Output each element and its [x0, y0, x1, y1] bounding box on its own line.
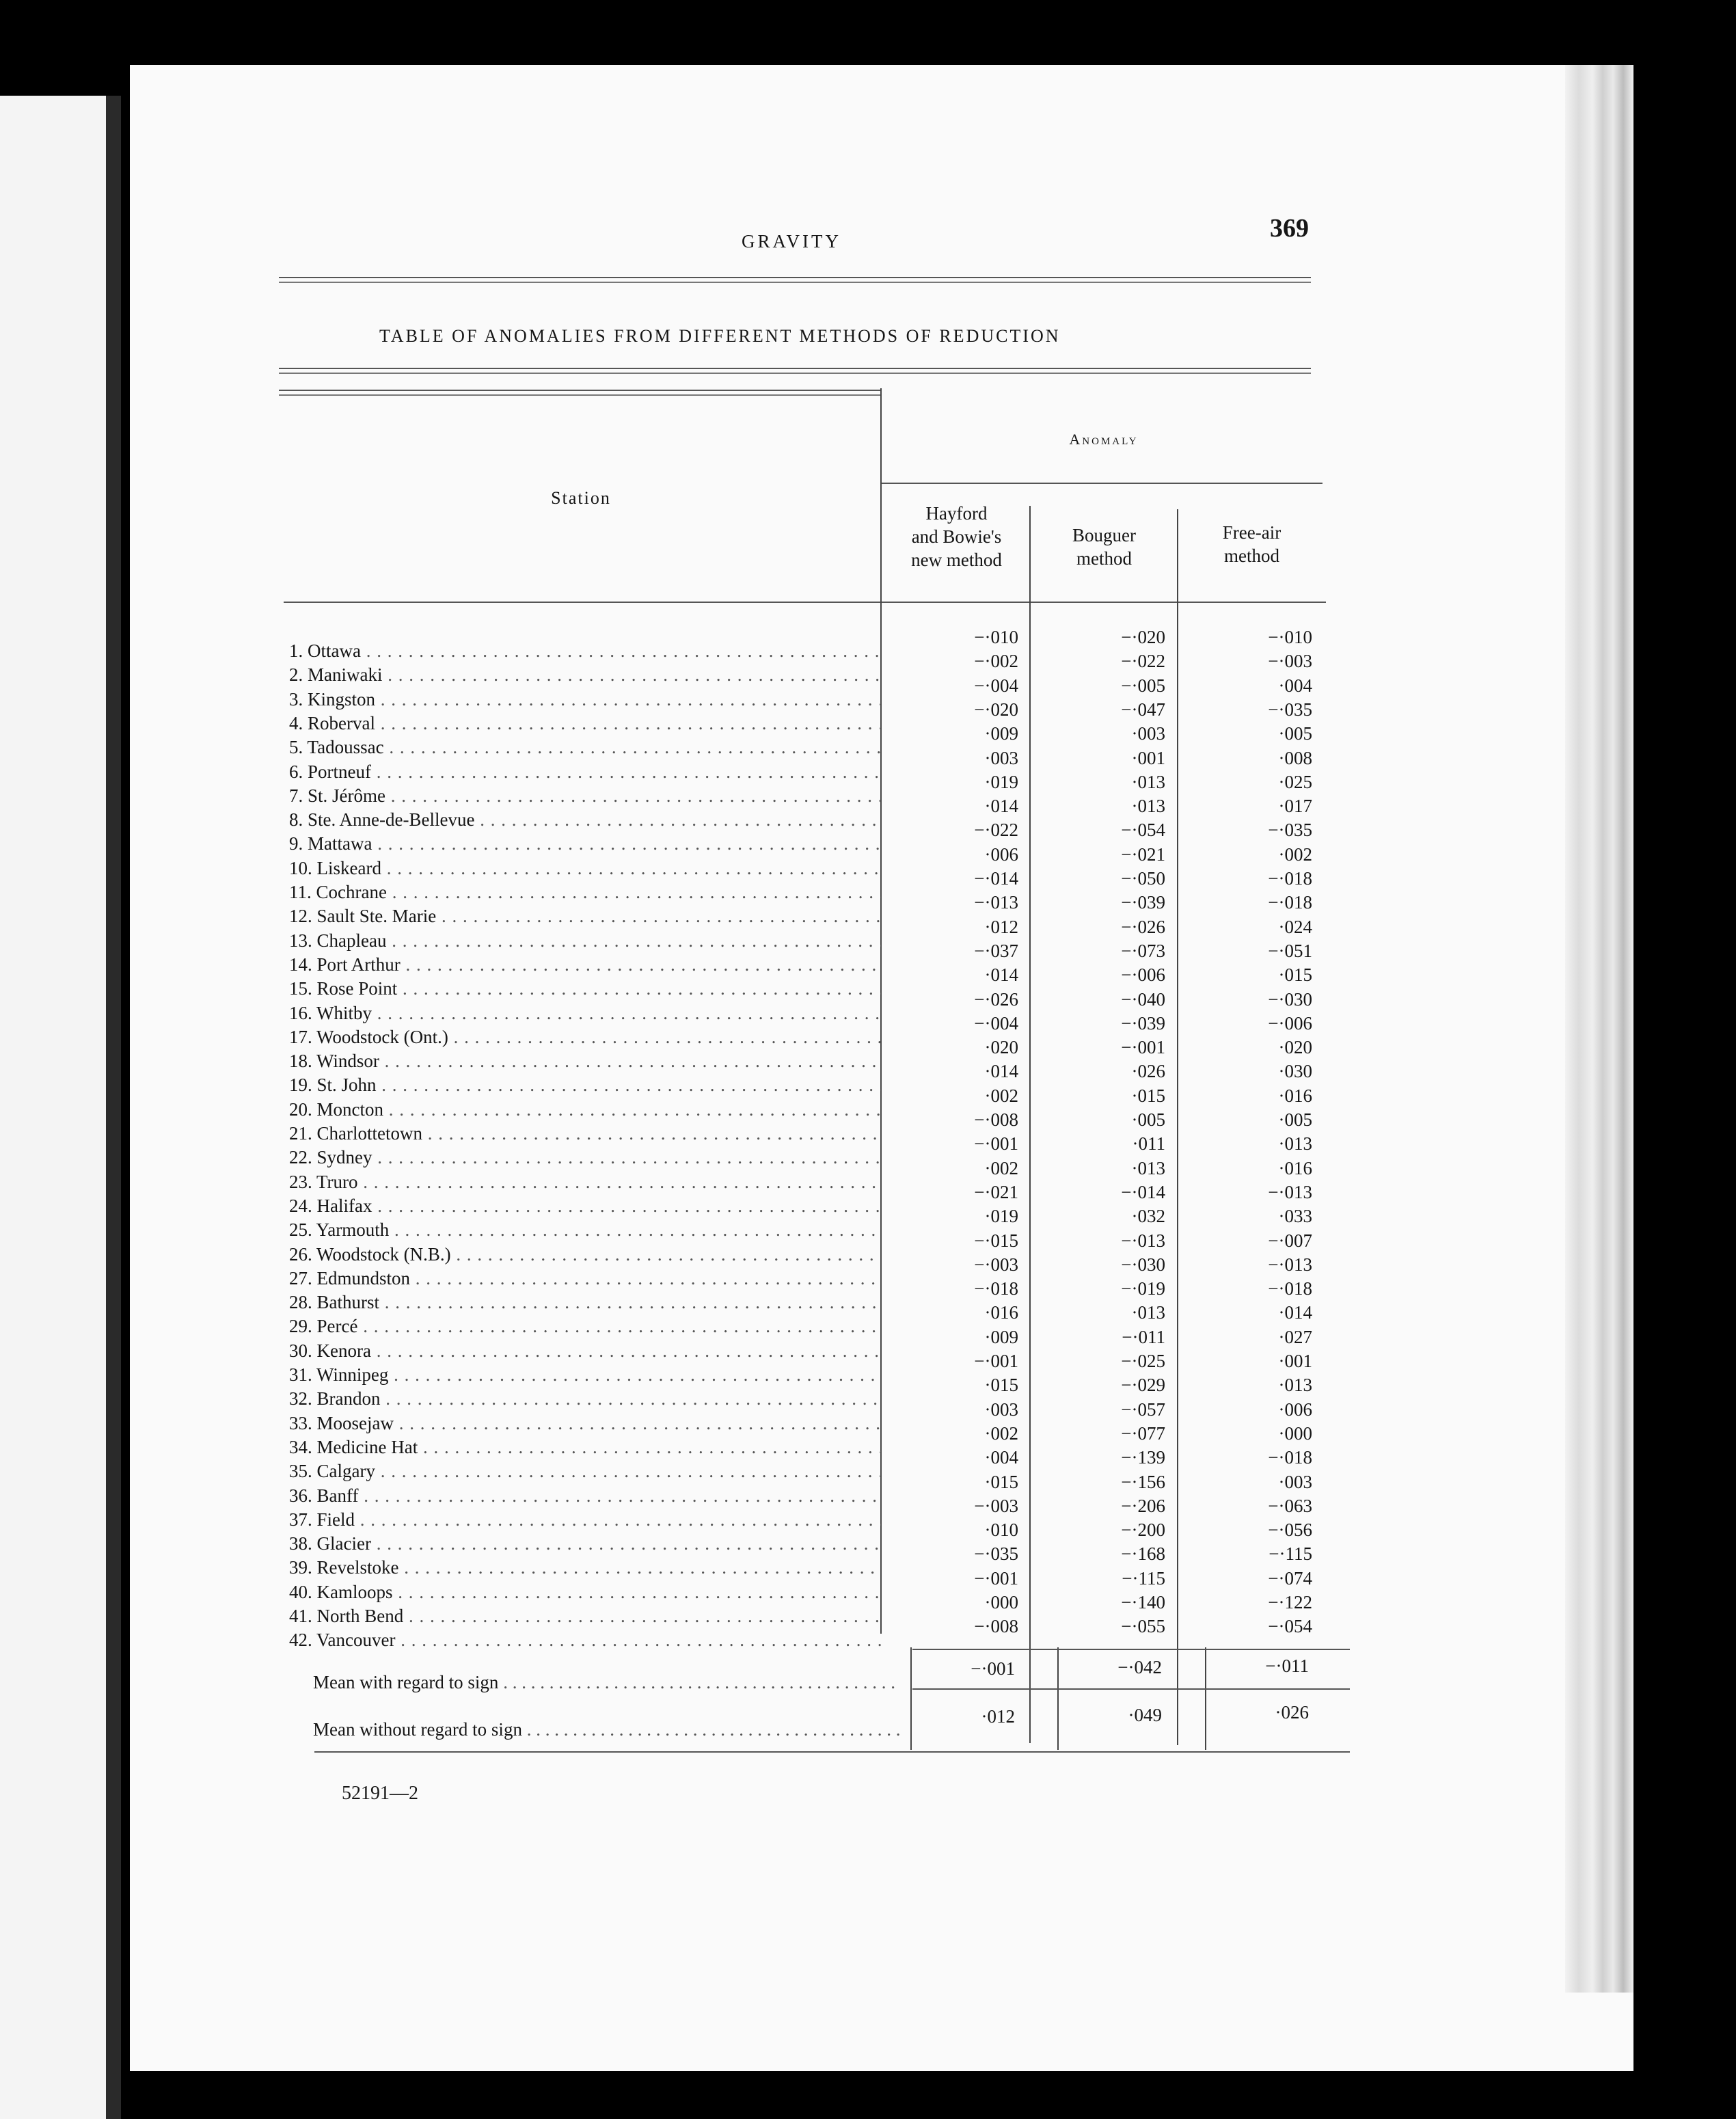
station-name: 10. Liskeard . . . [289, 856, 881, 880]
bouguer-value: −·054 [1121, 820, 1165, 841]
mean-with-sign-free-air: −·011 [1265, 1656, 1309, 1676]
free-air-value: −·122 [1268, 1592, 1312, 1612]
station-name: 15. Rose Point . . . [289, 977, 881, 1001]
station-name: 18. Windsor . . . [289, 1049, 881, 1073]
hayford-value: ·014 [984, 796, 1018, 817]
hayford-value: ·012 [984, 916, 1018, 937]
running-head: GRAVITY [742, 231, 842, 252]
free-air-value: −·003 [1268, 651, 1312, 672]
bouguer-value: −·050 [1121, 868, 1165, 889]
free-air-value: −·056 [1268, 1520, 1312, 1541]
free-air-value: −·054 [1268, 1616, 1312, 1637]
hayford-value: ·010 [984, 1520, 1018, 1541]
free-air-value: ·003 [1278, 1471, 1312, 1492]
station-name: 42. Vancouver . . . [289, 1628, 881, 1652]
hayford-value: ·004 [984, 1447, 1018, 1468]
station-name: 38. Glacier . . . [289, 1532, 881, 1556]
hayford-value: ·009 [984, 723, 1018, 744]
title-rule-lower [279, 390, 880, 396]
hayford-value: −·037 [974, 940, 1018, 961]
free-air-value: ·015 [1278, 964, 1312, 986]
station-name: 1. Ottawa . . . [289, 639, 881, 663]
bouguer-value: −·077 [1121, 1422, 1165, 1444]
table-row [0, 868, 1736, 904]
bouguer-value: ·013 [1131, 1157, 1165, 1178]
hayford-value: ·015 [984, 1471, 1018, 1492]
bouguer-value: −·115 [1122, 1567, 1165, 1589]
station-name: 29. Percé . . . [289, 1314, 881, 1338]
free-air-value: −·115 [1269, 1543, 1312, 1565]
station-name: 14. Port Arthur . . . [289, 953, 881, 977]
free-air-value: ·016 [1278, 1157, 1312, 1178]
station-name: 20. Moncton . . . [289, 1098, 881, 1122]
table-row [0, 796, 1736, 832]
table-row [0, 1351, 1736, 1387]
free-air-value: −·006 [1268, 1012, 1312, 1034]
station-name: 9. Mattawa . . . [289, 832, 881, 856]
table-row [0, 1447, 1736, 1483]
station-name: 25. Yarmouth . . . [289, 1218, 881, 1242]
free-air-value: ·030 [1278, 1061, 1312, 1082]
station-name: 22. Sydney . . . [289, 1146, 881, 1170]
bouguer-value: −·055 [1121, 1616, 1165, 1637]
free-air-value: −·063 [1268, 1495, 1312, 1516]
hayford-value: −·001 [974, 1351, 1018, 1371]
table-row [0, 1278, 1736, 1314]
station-name: 30. Kenora . . . [289, 1339, 881, 1363]
station-name: 34. Medicine Hat . . . [289, 1435, 881, 1459]
hayford-value: ·014 [984, 964, 1018, 986]
free-air-value: −·018 [1268, 892, 1312, 913]
free-air-value: −·030 [1268, 988, 1312, 1010]
bouguer-value: −·206 [1121, 1495, 1165, 1516]
mean-without-sign-label: Mean without regard to sign . . . [313, 1719, 901, 1740]
header-bottom-rule [284, 602, 1326, 603]
bouguer-header-line: Bouguer [1072, 525, 1136, 545]
bouguer-value: −·019 [1121, 1278, 1165, 1299]
hayford-value: ·019 [984, 1206, 1018, 1227]
hayford-header-line: new method [911, 550, 1002, 570]
hayford-value: ·002 [984, 1085, 1018, 1106]
table-row [0, 1399, 1736, 1435]
hayford-value: −·010 [974, 627, 1018, 647]
station-name: 3. Kingston . . . [289, 688, 881, 712]
station-name: 21. Charlottetown . . . [289, 1122, 881, 1146]
station-name: 5. Tadoussac . . . [289, 735, 881, 759]
mean-without-sign-free-air: ·026 [1275, 1702, 1309, 1723]
free-air-value: −·051 [1268, 940, 1312, 961]
free-air-value: −·013 [1268, 1254, 1312, 1275]
table-row [0, 1592, 1736, 1628]
station-name: 17. Woodstock (Ont.) . . . [289, 1025, 881, 1049]
station-name: 31. Winnipeg . . . [289, 1363, 881, 1387]
free-air-value: −·035 [1268, 699, 1312, 720]
free-air-value: ·017 [1278, 796, 1312, 817]
free-air-value: −·010 [1268, 627, 1312, 647]
hayford-value: −·002 [974, 651, 1018, 672]
bouguer-value: −·014 [1121, 1181, 1165, 1202]
mean-with-sign-label: Mean with regard to sign . . . [313, 1672, 901, 1693]
free-air-value: −·074 [1268, 1567, 1312, 1589]
free-air-value: −·035 [1268, 820, 1312, 841]
station-name: 37. Field . . . [289, 1508, 881, 1532]
bouguer-value: ·015 [1131, 1085, 1165, 1106]
free-air-value: −·018 [1268, 1447, 1312, 1468]
free-air-value: ·005 [1278, 1109, 1312, 1130]
bouguer-value: −·013 [1121, 1230, 1165, 1251]
bouguer-value: −·026 [1121, 916, 1165, 937]
bouguer-value: −·021 [1121, 843, 1165, 865]
bouguer-value: −·040 [1121, 988, 1165, 1010]
station-name: 26. Woodstock (N.B.) . . . [289, 1243, 881, 1267]
free-air-value: ·025 [1278, 771, 1312, 792]
free-air-value: ·013 [1278, 1133, 1312, 1155]
bouguer-value: ·001 [1131, 747, 1165, 768]
hayford-value: −·021 [974, 1181, 1018, 1202]
bouguer-value: −·039 [1121, 1012, 1165, 1034]
hayford-value: −·035 [974, 1543, 1018, 1565]
mean-with-sign-bouguer: −·042 [1117, 1657, 1162, 1677]
hayford-value: −·020 [974, 699, 1018, 720]
table-title: TABLE OF ANOMALIES FROM DIFFERENT METHODS OF REDUCTION [379, 326, 1061, 346]
hayford-value: −·001 [974, 1133, 1018, 1155]
bouguer-header [1031, 524, 1178, 570]
bouguer-value: −·057 [1121, 1399, 1165, 1420]
station-name: 19. St. John . . . [289, 1073, 881, 1097]
station-name: 39. Revelstoke . . . [289, 1556, 881, 1580]
hayford-value: −·003 [974, 1495, 1018, 1516]
hayford-value: ·016 [984, 1302, 1018, 1323]
station-name: 8. Ste. Anne-de-Bellevue . . . [289, 808, 881, 832]
free-air-value: ·016 [1278, 1085, 1312, 1106]
bouguer-value: −·025 [1121, 1351, 1165, 1371]
hayford-header [883, 502, 1030, 571]
hayford-value: ·019 [984, 771, 1018, 792]
free-air-header [1178, 521, 1325, 567]
anomaly-rule [882, 483, 1323, 484]
mean-without-sign-hayford: ·012 [981, 1706, 1015, 1727]
station-name: 16. Whitby . . . [289, 1001, 881, 1025]
hayford-value: ·000 [984, 1592, 1018, 1612]
station-name: 6. Portneuf . . . [289, 760, 881, 784]
bouguer-value: ·011 [1132, 1133, 1165, 1155]
mean-without-sign-bouguer: ·049 [1128, 1705, 1162, 1725]
station-name: 35. Calgary . . . [289, 1459, 881, 1483]
free-air-value: −·007 [1268, 1230, 1312, 1251]
bouguer-value: −·029 [1121, 1375, 1165, 1396]
hayford-header-line: and Bowie's [911, 526, 1002, 547]
free-air-value: ·013 [1278, 1375, 1312, 1396]
station-name: 11. Cochrane . . . [289, 880, 881, 904]
bouguer-value: −·030 [1121, 1254, 1165, 1275]
free-air-value: ·000 [1278, 1422, 1312, 1444]
bouguer-value: −·039 [1121, 892, 1165, 913]
free-air-value: ·033 [1278, 1206, 1312, 1227]
table-row [0, 627, 1736, 663]
table-row [0, 651, 1736, 687]
station-name: 12. Sault Ste. Marie . . . [289, 904, 881, 928]
hayford-value: −·014 [974, 868, 1018, 889]
hayford-value: ·003 [984, 1399, 1018, 1420]
free-air-value: ·024 [1278, 916, 1312, 937]
bouguer-value: −·005 [1121, 675, 1165, 696]
free-air-value: ·006 [1278, 1399, 1312, 1420]
hayford-value: −·015 [974, 1230, 1018, 1251]
station-header: Station [551, 488, 611, 508]
hayford-value: −·003 [974, 1254, 1018, 1275]
bouguer-value: −·006 [1121, 964, 1165, 986]
free-air-value: ·008 [1278, 747, 1312, 768]
hayford-value: ·003 [984, 747, 1018, 768]
table-row [0, 723, 1736, 759]
signature-code: 52191—2 [342, 1783, 418, 1804]
hayford-value: ·006 [984, 843, 1018, 865]
hayford-value: ·020 [984, 1037, 1018, 1058]
table-row [0, 1037, 1736, 1073]
mean-with-sign-hayford: −·001 [971, 1658, 1015, 1679]
bouguer-value: −·139 [1121, 1447, 1165, 1468]
station-name: 23. Truro . . . [289, 1170, 881, 1194]
page-number: 369 [1270, 214, 1309, 243]
hayford-value: ·009 [984, 1326, 1018, 1347]
table-row [0, 1375, 1736, 1411]
hayford-value: −·001 [974, 1567, 1018, 1589]
hayford-header-line: Hayford [925, 503, 988, 524]
bouguer-value: −·020 [1121, 627, 1165, 647]
station-name: 7. St. Jérôme . . . [289, 784, 881, 808]
station-name: 24. Halifax . . . [289, 1194, 881, 1218]
free-air-value: −·018 [1268, 1278, 1312, 1299]
bouguer-value: −·168 [1121, 1543, 1165, 1565]
mean-rule-middle [912, 1688, 1350, 1690]
hayford-value: ·002 [984, 1422, 1018, 1444]
bouguer-value: −·047 [1121, 699, 1165, 720]
bouguer-header-line: method [1076, 548, 1132, 569]
free-air-value: ·014 [1278, 1302, 1312, 1323]
free-air-value: −·013 [1268, 1181, 1312, 1202]
bouguer-value: −·011 [1122, 1326, 1165, 1347]
free-air-value: ·001 [1278, 1351, 1312, 1371]
bouguer-value: −·073 [1121, 940, 1165, 961]
station-name: 36. Banff . . . [289, 1484, 881, 1508]
hayford-value: ·014 [984, 1061, 1018, 1082]
bouguer-value: ·013 [1131, 1302, 1165, 1323]
bouguer-value: −·156 [1121, 1471, 1165, 1492]
bouguer-value: ·013 [1131, 771, 1165, 792]
station-name: 2. Maniwaki . . . [289, 663, 881, 687]
bouguer-value: ·003 [1131, 723, 1165, 744]
hayford-value: −·008 [974, 1109, 1018, 1130]
table-bottom-rule [314, 1751, 1350, 1753]
hayford-value: ·015 [984, 1375, 1018, 1396]
free-air-value: ·020 [1278, 1037, 1312, 1058]
free-air-value: −·018 [1268, 868, 1312, 889]
hayford-value: ·002 [984, 1157, 1018, 1178]
hayford-value: −·018 [974, 1278, 1018, 1299]
anomaly-header: Anomaly [1069, 431, 1139, 448]
free-air-header-line: method [1224, 545, 1279, 566]
free-air-value: ·002 [1278, 843, 1312, 865]
bouguer-value: −·140 [1121, 1592, 1165, 1612]
table-row [0, 1520, 1736, 1556]
hayford-value: −·004 [974, 675, 1018, 696]
top-rule [279, 277, 1311, 283]
bouguer-value: −·001 [1121, 1037, 1165, 1058]
station-name: 28. Bathurst . . . [289, 1291, 881, 1314]
station-name: 13. Chapleau . . . [289, 929, 881, 953]
table-row [0, 1206, 1736, 1242]
station-name: 40. Kamloops . . . [289, 1580, 881, 1604]
bouguer-value: ·005 [1131, 1109, 1165, 1130]
bouguer-value: −·200 [1121, 1520, 1165, 1541]
station-name: 4. Roberval . . . [289, 712, 881, 735]
hayford-value: −·026 [974, 988, 1018, 1010]
bouguer-value: ·026 [1131, 1061, 1165, 1082]
hayford-value: −·022 [974, 820, 1018, 841]
station-name: 33. Moosejaw . . . [289, 1412, 881, 1435]
hayford-value: −·013 [974, 892, 1018, 913]
station-name: 27. Edmundston . . . [289, 1267, 881, 1291]
station-name: 41. North Bend . . . [289, 1604, 881, 1628]
free-air-header-line: Free-air [1222, 522, 1281, 543]
hayford-value: −·004 [974, 1012, 1018, 1034]
bouguer-value: ·013 [1131, 796, 1165, 817]
mean-rule-upper [912, 1649, 1350, 1650]
bouguer-value: ·032 [1131, 1206, 1165, 1227]
station-name: 32. Brandon . . . [289, 1387, 881, 1411]
free-air-value: ·005 [1278, 723, 1312, 744]
free-air-value: ·027 [1278, 1326, 1312, 1347]
hayford-value: −·008 [974, 1616, 1018, 1637]
bouguer-value: −·022 [1121, 651, 1165, 672]
free-air-value: ·004 [1278, 675, 1312, 696]
title-rule-upper [279, 368, 1311, 374]
